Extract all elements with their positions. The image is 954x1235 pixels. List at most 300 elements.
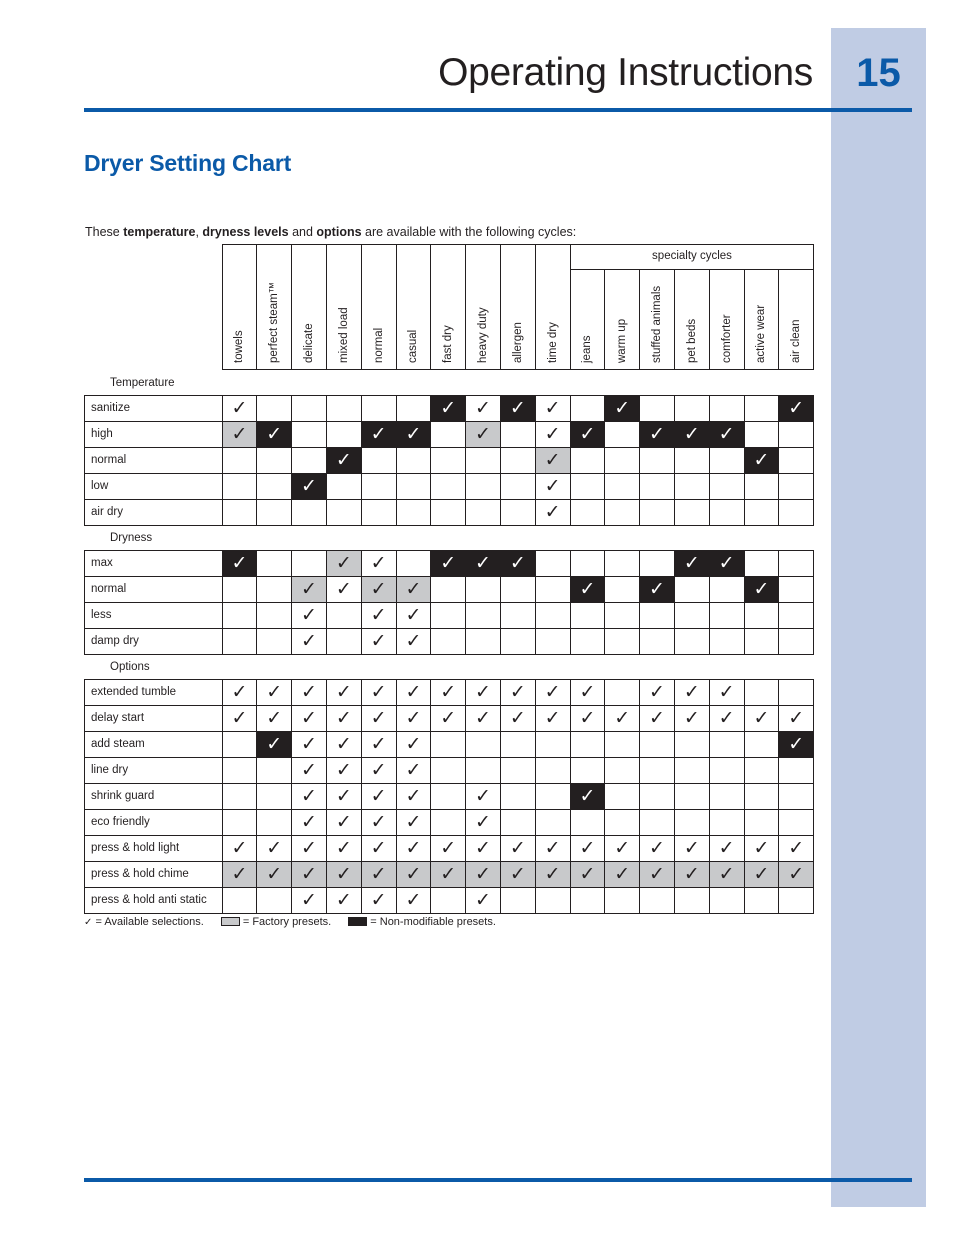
check-mark: ✓ (326, 550, 361, 576)
grid-row-line (84, 576, 814, 577)
check-mark: ✓ (475, 681, 491, 703)
check-mark: ✓ (292, 576, 327, 602)
empty-cell (709, 783, 744, 809)
empty-cell (570, 887, 605, 913)
grid-col-line (326, 679, 327, 913)
grid-col-line (222, 395, 223, 525)
empty-cell (466, 499, 501, 525)
check-mark: ✓ (222, 861, 257, 887)
empty-cell (674, 757, 709, 783)
empty-cell (709, 757, 744, 783)
empty-cell (779, 576, 814, 602)
grid-col-line (674, 395, 675, 525)
grid-col-line (291, 679, 292, 913)
cycle-header-divider (639, 269, 640, 370)
check-mark: ✓ (440, 681, 457, 703)
cycle-header-divider (465, 244, 466, 370)
empty-cell (779, 421, 814, 447)
check-mark: ✓ (779, 395, 814, 421)
check-mark: ✓ (683, 681, 700, 703)
page-number: 15 (856, 51, 901, 95)
cycle-header-divider (674, 269, 675, 370)
empty-cell (535, 757, 570, 783)
empty-cell (222, 731, 257, 757)
check-mark: ✓ (361, 421, 396, 447)
empty-cell (605, 473, 640, 499)
intro-suffix: are available with the following cycles: (361, 225, 577, 239)
grid-col-line (361, 395, 362, 525)
check-mark: ✓ (709, 421, 744, 447)
empty-cell (431, 473, 466, 499)
empty-cell (535, 550, 570, 576)
empty-cell (500, 602, 535, 628)
legend-nonmod-swatch (348, 917, 367, 926)
check-mark: ✓ (709, 550, 744, 576)
grid-row-line (84, 602, 814, 603)
check-mark: ✓ (335, 889, 352, 911)
grid-row-line (84, 525, 814, 526)
empty-cell (779, 628, 814, 654)
grid-col-line (326, 550, 327, 654)
row-label: normal (91, 454, 127, 466)
intro-temperature: temperature (123, 225, 196, 239)
grid-col-line (465, 550, 466, 654)
empty-cell (709, 809, 744, 835)
empty-cell (257, 473, 292, 499)
check-mark: ✓ (335, 578, 352, 600)
grid-col-line (604, 395, 605, 525)
check-mark: ✓ (683, 707, 700, 729)
grid-row-line (84, 654, 814, 655)
empty-cell (709, 731, 744, 757)
check-mark: ✓ (301, 889, 317, 911)
empty-cell (535, 731, 570, 757)
empty-cell (535, 576, 570, 602)
empty-cell (674, 576, 709, 602)
grid-col-line (639, 550, 640, 654)
empty-cell (466, 473, 501, 499)
grid-row-line (84, 628, 814, 629)
check-mark: ✓ (231, 397, 248, 419)
row-label: less (91, 609, 112, 621)
check-mark: ✓ (640, 861, 675, 887)
check-mark: ✓ (266, 681, 283, 703)
grid-col-line (709, 679, 710, 913)
grid-col-line (639, 395, 640, 525)
check-mark: ✓ (605, 395, 640, 421)
cycle-header-divider (361, 244, 362, 370)
check-mark: ✓ (744, 861, 779, 887)
empty-cell (257, 887, 292, 913)
check-mark: ✓ (649, 707, 665, 729)
check-mark: ✓ (266, 707, 283, 729)
empty-cell (779, 447, 814, 473)
grid-col-line (778, 550, 779, 654)
grid-row-line (84, 835, 814, 836)
grid-col-line (604, 550, 605, 654)
row-label: low (91, 480, 109, 492)
check-mark: ✓ (405, 811, 422, 833)
intro-options: options (316, 225, 362, 239)
grid-col-line (709, 550, 710, 654)
empty-cell (396, 395, 431, 421)
grid-row-line (84, 447, 814, 448)
grid-row-line (84, 421, 814, 422)
check-mark: ✓ (405, 604, 422, 626)
empty-cell (779, 550, 814, 576)
empty-cell (361, 499, 396, 525)
check-mark: ✓ (614, 707, 631, 729)
empty-cell (466, 628, 501, 654)
empty-cell (431, 447, 466, 473)
empty-cell (257, 550, 292, 576)
empty-cell (292, 499, 327, 525)
check-mark: ✓ (370, 552, 387, 574)
check-mark: ✓ (544, 423, 561, 445)
empty-cell (779, 783, 814, 809)
empty-cell (222, 447, 257, 473)
empty-cell (605, 809, 640, 835)
empty-cell (605, 447, 640, 473)
empty-cell (292, 550, 327, 576)
legend-factory-text: = Factory presets. (242, 916, 332, 928)
check-mark: ✓ (370, 889, 387, 911)
empty-cell (431, 628, 466, 654)
cycle-header-label: normal (372, 327, 385, 363)
check-mark: ✓ (674, 550, 709, 576)
check-mark: ✓ (405, 759, 422, 781)
grid-col-line (361, 679, 362, 913)
empty-cell (292, 421, 327, 447)
cycle-header-label: casual (407, 329, 420, 363)
check-mark: ✓ (222, 550, 257, 576)
grid-col-line (430, 395, 431, 525)
check-mark: ✓ (326, 861, 361, 887)
check-mark: ✓ (326, 447, 361, 473)
cycle-header-label: towels (233, 330, 246, 363)
empty-cell (709, 395, 744, 421)
empty-cell (500, 628, 535, 654)
check-mark: ✓ (396, 576, 431, 602)
specialty-label-rule (570, 269, 814, 270)
grid-col-line (396, 679, 397, 913)
empty-cell (744, 887, 779, 913)
grid-col-line (744, 679, 745, 913)
empty-cell (222, 499, 257, 525)
empty-cell (257, 395, 292, 421)
check-mark: ✓ (579, 681, 596, 703)
grid-col-line (465, 679, 466, 913)
grid-col-line (291, 395, 292, 525)
check-mark: ✓ (509, 837, 526, 859)
empty-cell (326, 473, 361, 499)
check-mark: ✓ (431, 550, 466, 576)
row-label: damp dry (91, 635, 139, 647)
empty-cell (431, 421, 466, 447)
empty-cell (779, 602, 814, 628)
empty-cell (500, 421, 535, 447)
intro-comma: , (195, 225, 203, 239)
grid-col-line (570, 679, 571, 913)
empty-cell (500, 499, 535, 525)
empty-cell (500, 731, 535, 757)
check-mark: ✓ (370, 681, 387, 703)
empty-cell (744, 550, 779, 576)
empty-cell (640, 783, 675, 809)
check-mark: ✓ (475, 785, 491, 807)
empty-cell (674, 395, 709, 421)
empty-cell (431, 783, 466, 809)
check-mark: ✓ (753, 707, 770, 729)
empty-cell (222, 473, 257, 499)
check-mark: ✓ (222, 421, 257, 447)
empty-cell (640, 550, 675, 576)
empty-cell (709, 887, 744, 913)
empty-cell (640, 757, 675, 783)
grid-col-line (778, 679, 779, 913)
section-label: Temperature (110, 377, 175, 389)
grid-col-line (396, 550, 397, 654)
check-mark: ✓ (335, 785, 352, 807)
empty-cell (674, 887, 709, 913)
empty-cell (605, 421, 640, 447)
cycle-header-divider (291, 244, 292, 370)
check-mark: ✓ (779, 731, 814, 757)
check-mark: ✓ (614, 837, 631, 859)
grid-col-line (813, 395, 814, 525)
check-mark: ✓ (370, 707, 387, 729)
check-mark: ✓ (292, 473, 327, 499)
check-mark: ✓ (500, 550, 535, 576)
check-mark: ✓ (544, 475, 561, 497)
empty-cell (674, 783, 709, 809)
cycle-header-divider (778, 269, 779, 370)
empty-cell (605, 576, 640, 602)
row-label: sanitize (91, 402, 130, 414)
empty-cell (779, 809, 814, 835)
empty-cell (431, 809, 466, 835)
empty-cell (257, 783, 292, 809)
check-mark: ✓ (301, 707, 317, 729)
check-mark: ✓ (744, 576, 779, 602)
grid-col-line (84, 679, 85, 913)
empty-cell (431, 757, 466, 783)
grid-col-line (256, 679, 257, 913)
empty-cell (500, 473, 535, 499)
empty-cell (535, 602, 570, 628)
empty-cell (431, 576, 466, 602)
check-mark: ✓ (396, 861, 431, 887)
empty-cell (744, 473, 779, 499)
empty-cell (222, 628, 257, 654)
empty-cell (779, 757, 814, 783)
empty-cell (292, 395, 327, 421)
check-mark: ✓ (475, 707, 491, 729)
check-mark: ✓ (396, 421, 431, 447)
check-mark: ✓ (475, 811, 491, 833)
check-mark: ✓ (649, 837, 665, 859)
empty-cell (640, 602, 675, 628)
grid-col-line (709, 395, 710, 525)
empty-cell (535, 783, 570, 809)
grid-col-line (396, 395, 397, 525)
check-mark: ✓ (301, 733, 317, 755)
cycle-header-label: mixed load (337, 307, 350, 363)
empty-cell (744, 499, 779, 525)
empty-cell (535, 887, 570, 913)
legend-nonmod-text: = Non-modifiable presets. (370, 916, 496, 928)
grid-row-line (84, 783, 814, 784)
check-mark: ✓ (335, 707, 352, 729)
empty-cell (605, 679, 640, 705)
grid-col-line (604, 679, 605, 913)
row-label: normal (91, 583, 127, 595)
empty-cell (396, 550, 431, 576)
check-mark: ✓ (301, 604, 317, 626)
empty-cell (640, 473, 675, 499)
check-mark: ✓ (509, 707, 526, 729)
check-mark: ✓ (370, 811, 387, 833)
empty-cell (466, 731, 501, 757)
empty-cell (326, 628, 361, 654)
intro-and: and (288, 225, 317, 239)
cycle-header-label: time dry (546, 322, 559, 363)
grid-col-line (430, 550, 431, 654)
check-mark: ✓ (674, 421, 709, 447)
grid-col-line (256, 395, 257, 525)
grid-col-line (535, 679, 536, 913)
grid-col-line (744, 395, 745, 525)
empty-cell (326, 395, 361, 421)
empty-cell (222, 809, 257, 835)
check-mark: ✓ (683, 837, 700, 859)
empty-cell (222, 783, 257, 809)
check-mark: ✓ (301, 811, 317, 833)
check-mark: ✓ (544, 707, 561, 729)
grid-row-line (84, 809, 814, 810)
grid-col-line (778, 395, 779, 525)
row-label: line dry (91, 764, 129, 776)
empty-cell (396, 499, 431, 525)
cycle-header-label: comforter (720, 314, 733, 363)
check-mark: ✓ (475, 889, 491, 911)
empty-cell (257, 602, 292, 628)
empty-cell (640, 887, 675, 913)
empty-cell (466, 757, 501, 783)
check-mark: ✓ (570, 783, 605, 809)
empty-cell (674, 628, 709, 654)
grid-col-line (291, 550, 292, 654)
check-mark: ✓ (475, 397, 491, 419)
check-mark: ✓ (335, 811, 352, 833)
grid-row-line (84, 861, 814, 862)
check-mark: ✓ (301, 785, 317, 807)
empty-cell (396, 473, 431, 499)
empty-cell (640, 499, 675, 525)
empty-cell (570, 395, 605, 421)
empty-cell (326, 421, 361, 447)
empty-cell (222, 602, 257, 628)
empty-cell (640, 447, 675, 473)
empty-cell (674, 447, 709, 473)
cycle-header-divider (744, 269, 745, 370)
check-mark: ✓ (431, 395, 466, 421)
check-mark: ✓ (431, 861, 466, 887)
check-mark: ✓ (361, 861, 396, 887)
grid-col-line (639, 679, 640, 913)
check-mark: ✓ (544, 681, 561, 703)
empty-cell (500, 447, 535, 473)
check-mark: ✓ (292, 861, 327, 887)
grid-row-line (84, 499, 814, 500)
empty-cell (570, 447, 605, 473)
grid-col-line (361, 550, 362, 654)
legend-available-text: = Available selections. (95, 916, 204, 928)
grid-col-line (500, 395, 501, 525)
empty-cell (431, 887, 466, 913)
cycle-header-label: pet beds (685, 318, 698, 363)
cycle-header-divider (500, 244, 501, 370)
check-mark: ✓ (544, 397, 561, 419)
check-mark: ✓ (718, 707, 735, 729)
empty-cell (500, 757, 535, 783)
check-mark: ✓ (440, 837, 457, 859)
check-mark: ✓ (231, 837, 248, 859)
empty-cell (257, 809, 292, 835)
check-mark: ✓ (335, 837, 352, 859)
cycle-header-label: allergen (511, 322, 524, 363)
check-mark: ✓ (405, 733, 422, 755)
grid-row-line (84, 887, 814, 888)
empty-cell (466, 576, 501, 602)
empty-cell (570, 731, 605, 757)
empty-cell (570, 499, 605, 525)
empty-cell (709, 628, 744, 654)
cycle-header-divider (535, 244, 536, 370)
legend-factory-swatch (221, 917, 240, 926)
empty-cell (744, 628, 779, 654)
row-label: add steam (91, 738, 145, 750)
grid-col-line (813, 679, 814, 913)
check-mark: ✓ (370, 759, 387, 781)
check-mark: ✓ (466, 550, 501, 576)
empty-cell (744, 757, 779, 783)
empty-cell (431, 731, 466, 757)
page-title: Operating Instructions (438, 51, 813, 94)
empty-cell (535, 809, 570, 835)
check-mark: ✓ (570, 421, 605, 447)
check-mark: ✓ (370, 785, 387, 807)
grid-col-line (222, 550, 223, 654)
grid-col-line (256, 550, 257, 654)
empty-cell (674, 602, 709, 628)
check-mark: ✓ (335, 681, 352, 703)
empty-cell (605, 757, 640, 783)
empty-cell (396, 447, 431, 473)
empty-cell (744, 602, 779, 628)
row-label: shrink guard (91, 790, 155, 802)
row-label: press & hold light (91, 842, 180, 854)
grid-col-line (535, 395, 536, 525)
check-mark: ✓ (301, 630, 317, 652)
section-label: Dryness (110, 532, 153, 544)
bottom-rule (84, 1178, 912, 1182)
empty-cell (779, 887, 814, 913)
empty-cell (257, 628, 292, 654)
check-mark: ✓ (257, 861, 292, 887)
empty-cell (744, 421, 779, 447)
empty-cell (605, 783, 640, 809)
